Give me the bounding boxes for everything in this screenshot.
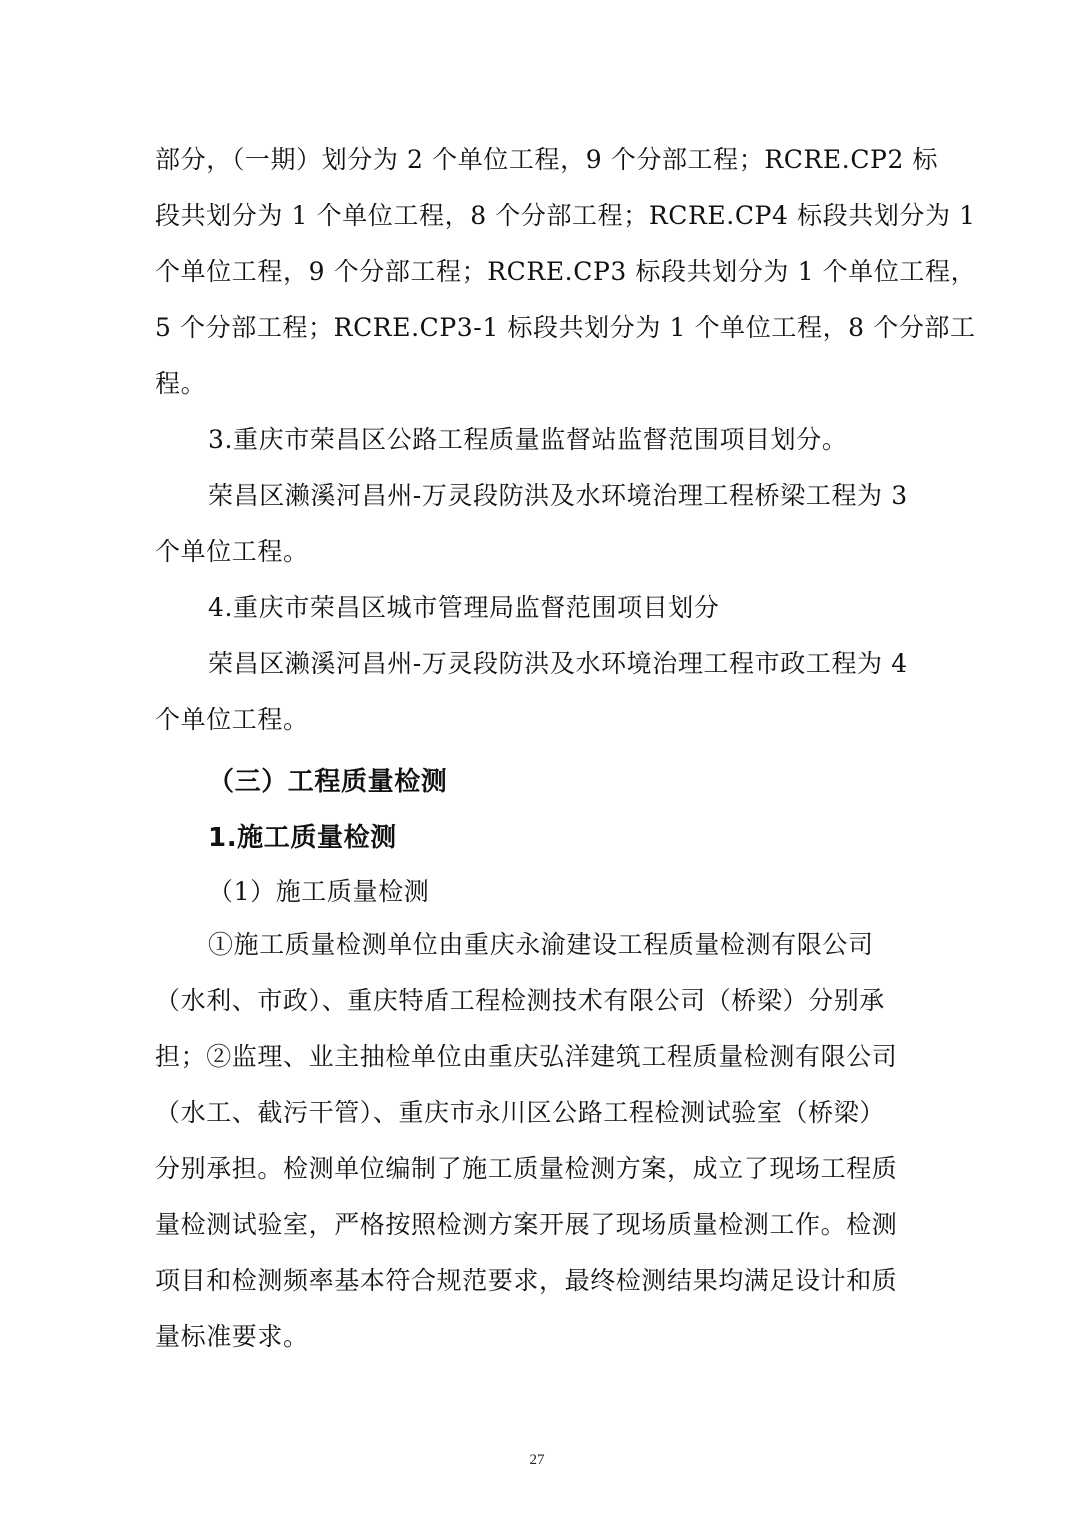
- paragraph-line: 程。: [155, 369, 207, 398]
- paragraph-line: ①施工质量检测单位由重庆永渝建设工程质量检测有限公司: [208, 930, 874, 959]
- paragraph-line: 5 个分部工程；RCRE.CP3-1 标段共划分为 1 个单位工程，8 个分部工: [155, 313, 976, 342]
- paragraph-line: 段共划分为 1 个单位工程，8 个分部工程；RCRE.CP4 标段共划分为 1: [155, 201, 976, 230]
- paragraph-line: 部分，（一期）划分为 2 个单位工程，9 个分部工程；RCRE.CP2 标: [155, 145, 939, 174]
- paragraph-line: 荣昌区濑溪河昌州-万灵段防洪及水环境治理工程桥梁工程为 3: [208, 481, 908, 510]
- paragraph-line: 项目和检测频率基本符合规范要求，最终检测结果均满足设计和质: [155, 1266, 898, 1295]
- item-3-title: 3.重庆市荣昌区公路工程质量监督站监督范围项目划分。: [208, 425, 848, 454]
- paragraph-line: 分别承担。检测单位编制了施工质量检测方案，成立了现场工程质: [155, 1154, 898, 1183]
- paragraph-line: 个单位工程。: [155, 537, 309, 566]
- paragraph-line: 量标准要求。: [155, 1322, 309, 1351]
- section-heading: （三）工程质量检测: [208, 767, 448, 797]
- subsection-heading: 1.施工质量检测: [208, 823, 397, 853]
- paragraph-line: 荣昌区濑溪河昌州-万灵段防洪及水环境治理工程市政工程为 4: [208, 649, 908, 678]
- page-number: 27: [529, 1452, 545, 1468]
- item-4-title: 4.重庆市荣昌区城市管理局监督范围项目划分: [208, 593, 720, 622]
- paragraph-line: （水利、市政）、重庆特盾工程检测技术有限公司（桥梁）分别承: [155, 986, 885, 1015]
- paragraph-line: （水工、截污干管）、重庆市永川区公路工程检测试验室（桥梁）: [155, 1098, 885, 1127]
- paragraph-line: 个单位工程。: [155, 705, 309, 734]
- paragraph-line: 量检测试验室，严格按照检测方案开展了现场质量检测工作。检测: [155, 1210, 898, 1239]
- sub-item-title: （1）施工质量检测: [208, 877, 430, 906]
- paragraph-line: 担；②监理、业主抽检单位由重庆弘洋建筑工程质量检测有限公司: [155, 1042, 898, 1071]
- paragraph-line: 个单位工程，9 个分部工程；RCRE.CP3 标段共划分为 1 个单位工程，: [155, 257, 977, 286]
